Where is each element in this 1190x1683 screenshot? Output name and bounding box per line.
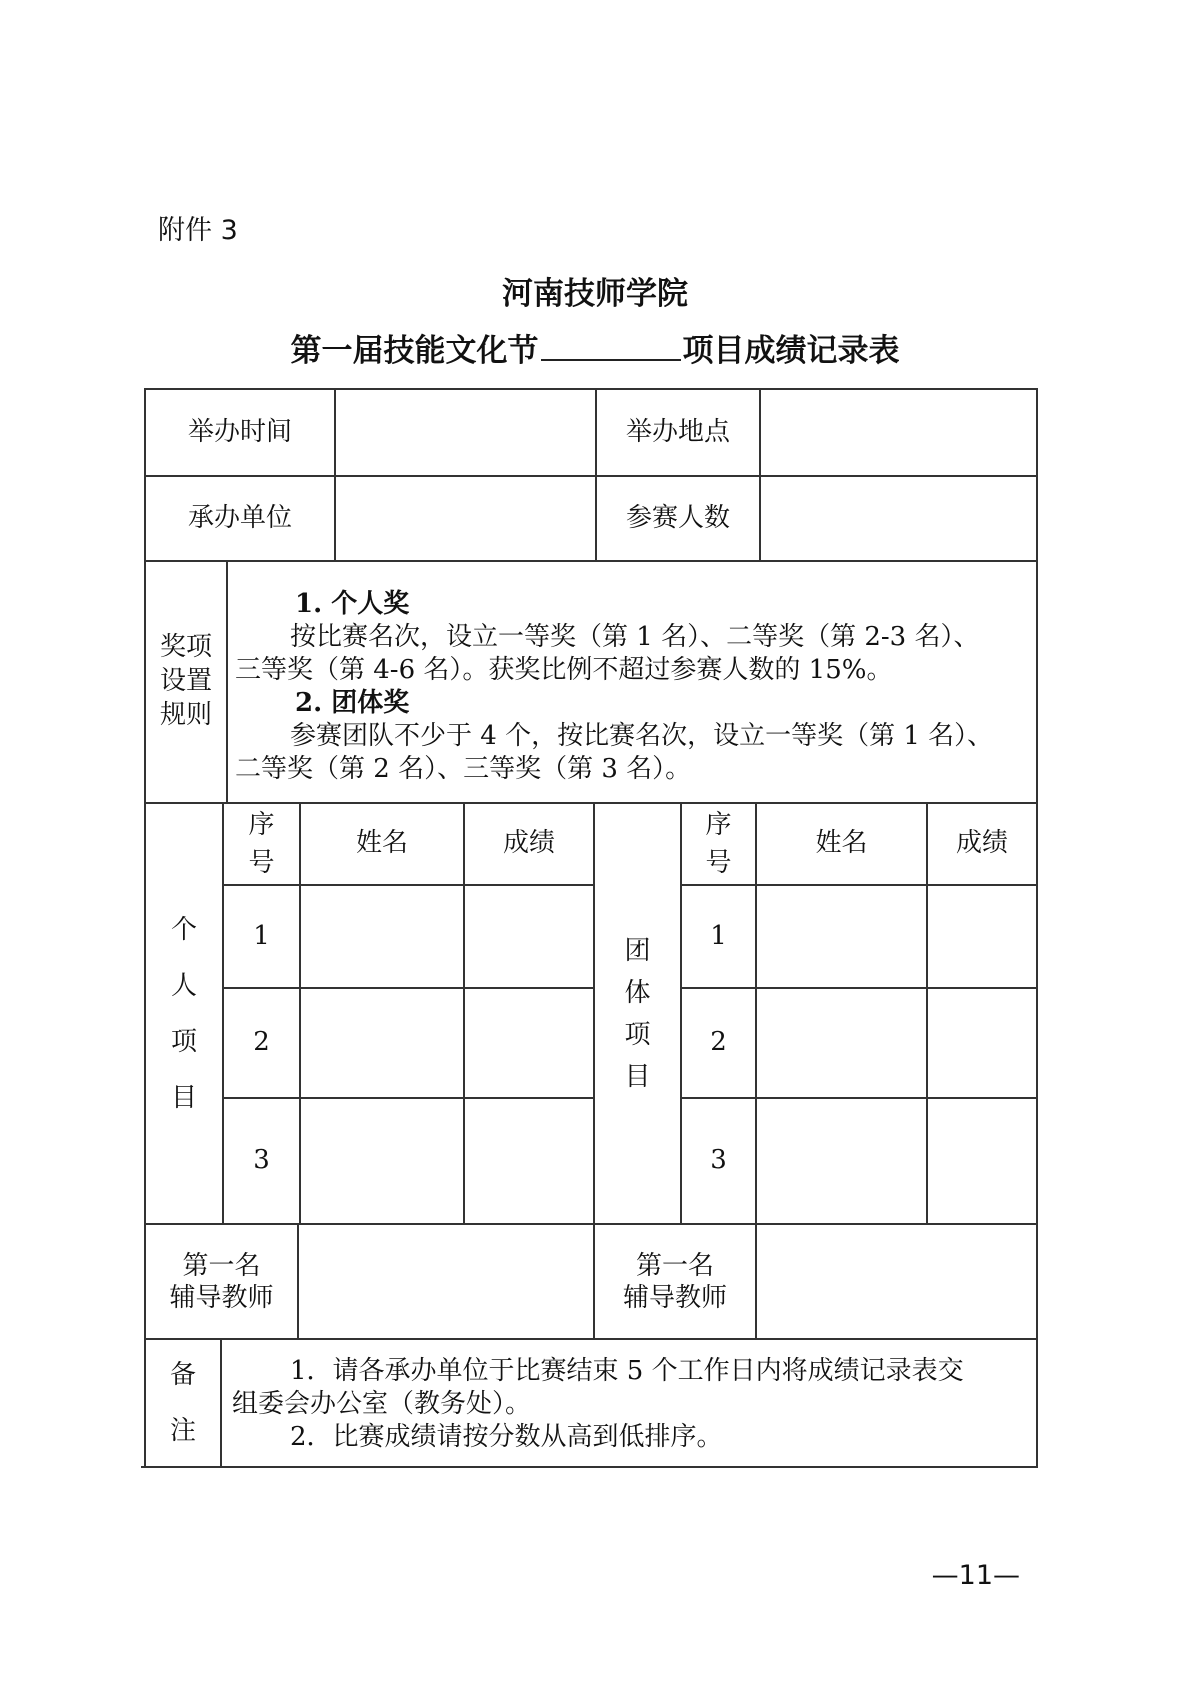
seq-header-individual	[224, 804, 299, 884]
col-divider	[226, 560, 228, 804]
rules-label	[146, 562, 226, 802]
teacher-label-line: 辅导教师	[622, 1282, 727, 1313]
individual-project-label	[146, 804, 222, 1223]
first-place-teacher-label-team	[595, 1225, 755, 1338]
seq-header-char: 号	[248, 848, 275, 878]
page-number: —11—	[931, 1560, 1020, 1591]
seq-header-char: 序	[705, 810, 732, 840]
name-header-individual: 姓名	[355, 828, 408, 859]
rules-text: 按比赛名次，设立一等奖（第 1 名）、二等奖（第 2-3 名）、	[290, 622, 980, 652]
team-label-char: 团	[624, 935, 651, 966]
col-divider	[220, 1338, 222, 1468]
teacher-label-line: 辅导教师	[169, 1282, 274, 1313]
hold-place-field[interactable]	[761, 390, 1036, 475]
form-title	[0, 325, 1190, 370]
remarks-label-char: 备	[169, 1360, 196, 1390]
team-award-heading: 2. 团体奖	[295, 688, 410, 718]
project-name-blank[interactable]	[541, 333, 681, 361]
row-divider	[144, 1338, 1036, 1340]
table-border-right	[1036, 388, 1038, 1468]
remarks-text: 组委会办公室（教务处）。	[232, 1389, 532, 1419]
seq-header-char: 号	[705, 848, 732, 878]
team-score-field[interactable]	[928, 886, 1036, 987]
seq-number: 3	[253, 1145, 270, 1176]
remarks-text: 1．请各承办单位于比赛结束 5 个工作日内将成绩记录表交	[290, 1356, 964, 1386]
row-divider	[146, 560, 1036, 562]
team-project-label	[595, 804, 680, 1223]
score-header-individual: 成绩	[502, 828, 555, 859]
remarks-label-char: 注	[169, 1416, 196, 1446]
table-border-bottom	[141, 1466, 1038, 1468]
remarks-label	[146, 1340, 220, 1466]
title-prefix: 第一届技能文化节	[290, 333, 539, 369]
rules-label-line: 奖项	[159, 632, 212, 663]
remarks-content	[232, 1355, 1032, 1454]
rules-text: 二等奖（第 2 名）、三等奖（第 3 名）。	[235, 754, 692, 784]
seq-header-char: 序	[248, 810, 275, 840]
individual-name-field[interactable]	[301, 886, 463, 987]
individual-name-field[interactable]	[301, 989, 463, 1097]
seq-number: 1	[253, 920, 270, 951]
team-name-field[interactable]	[757, 886, 926, 987]
individual-name-field[interactable]	[301, 1099, 463, 1223]
rules-label-line: 设置	[159, 666, 212, 697]
team-label-char: 体	[624, 977, 651, 1008]
rules-label-line: 规则	[159, 699, 212, 730]
remarks-text: 2．比赛成绩请按分数从高到低排序。	[290, 1422, 723, 1452]
team-score-field[interactable]	[928, 989, 1036, 1097]
team-score-field[interactable]	[928, 1099, 1036, 1223]
first-place-teacher-label-individual	[146, 1225, 297, 1338]
teacher-label-line: 第一名	[182, 1250, 261, 1281]
team-label-char: 目	[624, 1061, 651, 1092]
seq-number: 2	[710, 1027, 727, 1058]
attachment-label: 附件 3	[158, 215, 238, 246]
team-label-char: 项	[624, 1019, 651, 1050]
hold-place-label: 举办地点	[625, 416, 730, 447]
rules-text: 三等奖（第 4-6 名）。获奖比例不超过参赛人数的 15%。	[235, 655, 893, 685]
participants-field[interactable]	[761, 477, 1036, 560]
name-header-team: 姓名	[815, 828, 868, 859]
hold-time-field[interactable]	[336, 390, 595, 475]
participants-label: 参赛人数	[625, 502, 730, 533]
hold-time-label: 举办时间	[187, 416, 292, 447]
organizer-field[interactable]	[336, 477, 595, 560]
team-name-field[interactable]	[757, 1099, 926, 1223]
school-name: 河南技师学院	[502, 276, 688, 312]
individual-score-field[interactable]	[465, 989, 593, 1097]
seq-header-team	[682, 804, 755, 884]
individual-label-char: 项	[170, 1026, 197, 1057]
rules-content	[235, 588, 1035, 786]
team-teacher-field[interactable]	[757, 1225, 1036, 1338]
title-suffix: 项目成绩记录表	[682, 333, 900, 369]
individual-label-char: 人	[170, 970, 197, 1001]
individual-label-char: 个	[170, 914, 197, 945]
organizer-label: 承办单位	[187, 502, 292, 533]
rules-text: 参赛团队不少于 4 个，按比赛名次，设立一等奖（第 1 名）、	[290, 721, 994, 751]
individual-award-heading: 1. 个人奖	[295, 589, 410, 619]
individual-teacher-field[interactable]	[299, 1225, 593, 1338]
score-header-team: 成绩	[955, 828, 1008, 859]
individual-score-field[interactable]	[465, 1099, 593, 1223]
seq-number: 1	[710, 920, 727, 951]
individual-score-field[interactable]	[465, 886, 593, 987]
seq-number: 3	[710, 1145, 727, 1176]
seq-number: 2	[253, 1027, 270, 1058]
teacher-label-line: 第一名	[635, 1250, 714, 1281]
individual-label-char: 目	[170, 1082, 197, 1113]
team-name-field[interactable]	[757, 989, 926, 1097]
